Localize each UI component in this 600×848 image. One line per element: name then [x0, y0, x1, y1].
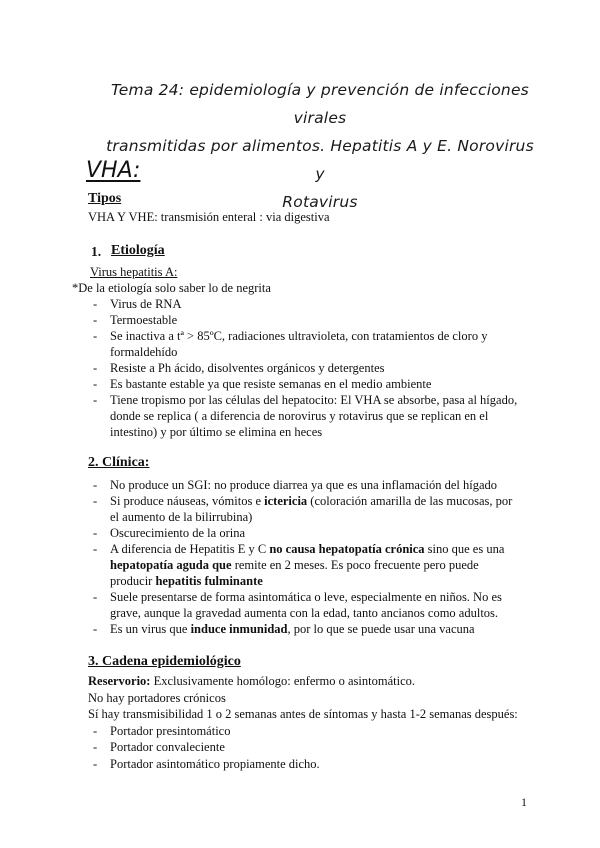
etiologia-item: Termoestable: [110, 313, 178, 327]
bullet-dash: -: [93, 740, 98, 754]
vha-heading: VHA:: [86, 158, 141, 183]
bullet-dash: -: [93, 526, 98, 540]
text-run: Si produce náuseas, vómitos e: [110, 494, 265, 508]
clinica-item-4: [110, 541, 504, 557]
clinica-item-3: Oscurecimiento de la orina: [110, 526, 246, 540]
text-run: remite en 2 meses. Es poco frecuente pero puede: [231, 558, 479, 572]
etiologia-item: Es bastante estable ya que resiste semanas en el medio ambiente: [110, 377, 432, 391]
tipos-heading: Tipos: [88, 191, 122, 206]
cadena-item: Portador asintomático propiamente dicho.: [110, 757, 320, 771]
text-run: producir: [110, 574, 156, 588]
text-run: Es un virus que: [110, 622, 191, 636]
bullet-dash: -: [93, 361, 98, 375]
bullet-dash: -: [93, 724, 98, 738]
text-run: sino que es una: [424, 542, 505, 556]
bullet-dash: -: [93, 757, 98, 771]
reservorio-line: [88, 673, 415, 689]
clinica-item-2: [110, 493, 512, 509]
cadena-line-3: Sí hay transmisibilidad 1 o 2 semanas antes de síntomas y hasta 1-2 semanas después:: [88, 707, 518, 721]
cadena-item: Portador convaleciente: [110, 740, 225, 754]
text-run-bold: hepatopatía aguda que: [110, 558, 232, 572]
title-line-1: Tema 24: epidemiología y prevención de infecciones virales: [111, 81, 529, 127]
text-run-bold: hepatitis fulminante: [155, 574, 263, 588]
clinica-item-5: Suele presentarse de forma asintomática o leve, especialmente en niños. No es: [110, 590, 502, 604]
clinica-item-5-cont: grave, aunque la gravedad aumenta con la edad, tanto ancianos como adultos.: [110, 606, 499, 620]
etiologia-item: Virus de RNA: [110, 297, 182, 311]
etiologia-item: Resiste a Ph ácido, disolventes orgánicos y detergentes: [110, 361, 385, 375]
reservorio-label: Reservorio:: [88, 674, 151, 688]
clinica-item-6: [110, 621, 475, 637]
reservorio-text: Exclusivamente homólogo: enfermo o asintomático.: [150, 674, 416, 688]
text-run-bold: ictericia: [264, 494, 308, 508]
cadena-heading: 3. Cadena epidemiológico: [88, 654, 241, 669]
bullet-dash: -: [93, 313, 98, 327]
document-title: [100, 76, 540, 216]
bullet-dash: -: [93, 297, 98, 311]
bullet-dash: -: [93, 377, 98, 391]
etiologia-item: Tiene tropismo por las células del hepatocito: El VHA se absorbe, pasa al hígado, donde se replica ( a diferencia de norovirus y rotavirus que se replican en el intestino) y por último se elimina en heces: [110, 393, 518, 439]
clinica-item-4-cont: [110, 573, 263, 589]
bullet-dash: -: [93, 478, 98, 492]
bullet-dash: -: [93, 329, 98, 343]
bullet-dash: -: [93, 393, 98, 407]
bullet-dash: -: [93, 622, 98, 636]
text-run: (coloración amarilla de las mucosas, por: [307, 494, 513, 508]
etiologia-item: Se inactiva a tª > 85ºC, radiaciones ultravioleta, con tratamientos de cloro y formaldehído: [110, 329, 488, 359]
text-run-bold: no causa hepatopatía crónica: [269, 542, 425, 556]
cadena-item: Portador presintomático: [110, 724, 231, 738]
clinica-item-4-cont: [110, 557, 479, 573]
etiologia-subheading: Virus hepatitis A:: [90, 265, 178, 279]
clinica-item-1: No produce un SGI: no produce diarrea ya que es una inflamación del hígado: [110, 478, 498, 492]
text-run: , por lo que se puede usar una vacuna: [287, 622, 475, 636]
text-run-bold: induce inmunidad: [190, 622, 288, 636]
clinica-heading: 2. Clínica:: [88, 455, 150, 470]
etiologia-note: *De la etiología solo saber lo de negrita: [72, 281, 271, 295]
bullet-dash: -: [93, 494, 98, 508]
title-line-3: Rotavirus: [282, 193, 358, 211]
cadena-line-2: No hay portadores crónicos: [88, 691, 226, 705]
text-run: A diferencia de Hepatitis E y C: [110, 542, 270, 556]
tipos-text: VHA Y VHE: transmisión enteral : via digestiva: [88, 210, 330, 224]
bullet-dash: -: [93, 590, 98, 604]
clinica-item-2-cont: el aumento de la bilirrubina): [110, 510, 253, 524]
title-line-2: transmitidas por alimentos. Hepatitis A y E. Norovirus y: [106, 137, 534, 183]
etiologia-heading: Etiología: [111, 243, 165, 258]
bullet-dash: -: [93, 542, 98, 556]
etiologia-number: 1.: [91, 244, 102, 259]
page-number: 1: [521, 795, 527, 809]
